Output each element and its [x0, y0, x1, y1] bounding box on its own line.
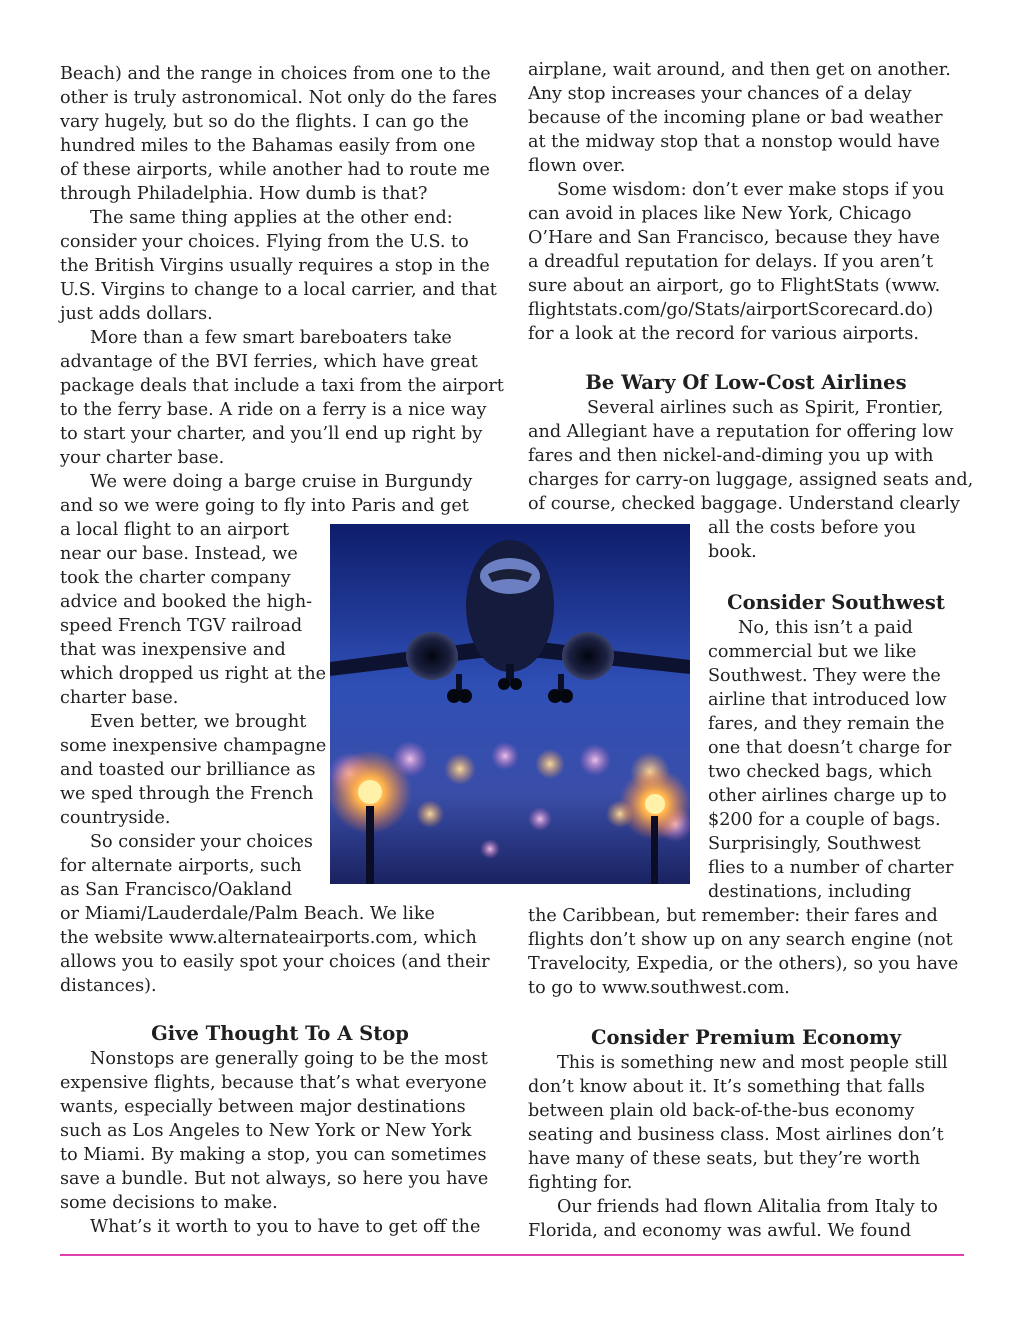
text-line: Florida, and economy was awful. We found — [528, 1221, 912, 1241]
text-line: airline that introduced low — [708, 690, 947, 710]
text-line: airplane, wait around, and then get on another. — [528, 60, 951, 80]
text-line: Southwest. They were the — [708, 666, 941, 686]
text-line: fares and then nickel-and-diming you up with — [528, 446, 934, 466]
text-line: for alternate airports, such — [60, 856, 302, 876]
heading-give-thought-to-a-stop: Give Thought To A Stop — [151, 1022, 409, 1045]
heading-low-cost-airlines: Be Wary Of Low-Cost Airlines — [585, 371, 907, 394]
text-line: and so we were going to fly into Paris and get — [60, 496, 469, 516]
text-line: wants, especially between major destinations — [60, 1097, 466, 1117]
text-line: advantage of the BVI ferries, which have great — [60, 352, 478, 372]
text-line: Nonstops are generally going to be the most — [90, 1049, 488, 1069]
text-line: speed French TGV railroad — [60, 616, 303, 636]
airplane-landing-photo — [330, 524, 690, 884]
text-line: O’Hare and San Francisco, because they have — [528, 228, 940, 248]
text-line: This is something new and most people still — [557, 1053, 948, 1073]
text-line: What’s it worth to you to have to get off the — [90, 1217, 481, 1237]
text-line: for a look at the record for various airports. — [528, 324, 919, 344]
text-line: a local flight to an airport — [60, 520, 290, 540]
footer-rule — [60, 1254, 964, 1256]
text-line: allows you to easily spot your choices (and their — [60, 952, 490, 972]
text-line: took the charter company — [60, 568, 291, 588]
text-line: which dropped us right at the — [60, 664, 327, 684]
heading-consider-southwest: Consider Southwest — [727, 591, 945, 614]
text-line: because of the incoming plane or bad weather — [528, 108, 943, 128]
text-line: to start your charter, and you’ll end up right by — [60, 424, 483, 444]
text-line: Our friends had flown Alitalia from Italy to — [557, 1197, 938, 1217]
text-line: More than a few smart bareboaters take — [90, 328, 452, 348]
text-line: near our base. Instead, we — [60, 544, 298, 564]
text-line: the website www.alternateairports.com, which — [60, 928, 477, 948]
text-line: charges for carry-on luggage, assigned seats and, — [528, 470, 974, 490]
text-line: don’t know about it. It’s something that falls — [528, 1077, 925, 1097]
text-line: distances). — [60, 976, 157, 996]
text-line: just adds dollars. — [60, 304, 213, 324]
text-line: between plain old back-of-the-bus economy — [528, 1101, 915, 1121]
text-line: Surprisingly, Southwest — [708, 834, 921, 854]
text-line: some decisions to make. — [60, 1193, 278, 1213]
text-line: of course, checked baggage. Understand clearly — [528, 494, 960, 514]
text-line: the British Virgins usually requires a stop in the — [60, 256, 490, 276]
text-line: can avoid in places like New York, Chicago — [528, 204, 912, 224]
text-line: So consider your choices — [90, 832, 313, 852]
text-line: some inexpensive champagne — [60, 736, 327, 756]
text-line: through Philadelphia. How dumb is that? — [60, 184, 428, 204]
text-line: to the ferry base. A ride on a ferry is a nice way — [60, 400, 487, 420]
text-line: expensive flights, because that’s what everyone — [60, 1073, 487, 1093]
text-line: package deals that include a taxi from the airport — [60, 376, 504, 396]
heading-premium-economy: Consider Premium Economy — [590, 1026, 902, 1049]
text-line: charter base. — [60, 688, 179, 708]
text-line: one that doesn’t charge for — [708, 738, 952, 758]
text-line: U.S. Virgins to change to a local carrier, and that — [60, 280, 497, 300]
text-line: countryside. — [60, 808, 171, 828]
text-line: destinations, including — [708, 882, 912, 902]
text-line: book. — [708, 542, 757, 562]
text-line: vary hugely, but so do the flights. I can go the — [60, 112, 469, 132]
text-line: to go to www.southwest.com. — [528, 978, 790, 998]
text-line: all the costs before you — [708, 518, 916, 538]
text-line: flights don’t show up on any search engine (not — [528, 930, 953, 950]
text-line: flown over. — [528, 156, 626, 176]
text-line: $200 for a couple of bags. — [708, 810, 941, 830]
text-line: commercial but we like — [708, 642, 917, 662]
text-line: other is truly astronomical. Not only do the fares — [60, 88, 498, 108]
text-line: flightstats.com/go/Stats/airportScorecard.do) — [528, 300, 934, 320]
text-line: sure about an airport, go to FlightStats (www. — [528, 276, 941, 296]
text-line: such as Los Angeles to New York or New York — [60, 1121, 472, 1141]
text-line: a dreadful reputation for delays. If you aren’t — [528, 252, 934, 272]
text-line: Travelocity, Expedia, or the others), so you have — [528, 954, 959, 974]
text-line: that was inexpensive and — [60, 640, 286, 660]
text-line: flies to a number of charter — [708, 858, 954, 878]
text-line: other airlines charge up to — [708, 786, 947, 806]
text-line: Even better, we brought — [90, 712, 307, 732]
text-line: The same thing applies at the other end: — [90, 208, 453, 228]
text-line: we sped through the French — [60, 784, 314, 804]
text-line: Any stop increases your chances of a delay — [528, 84, 912, 104]
text-line: We were doing a barge cruise in Burgundy — [90, 472, 473, 492]
text-line: Several airlines such as Spirit, Frontier, — [587, 398, 944, 418]
text-line: and Allegiant have a reputation for offering low — [528, 422, 954, 442]
text-line: fighting for. — [528, 1173, 633, 1193]
text-line: fares, and they remain the — [708, 714, 945, 734]
text-line: at the midway stop that a nonstop would have — [528, 132, 940, 152]
text-line: advice and booked the high- — [60, 592, 313, 612]
text-line: save a bundle. But not always, so here you have — [60, 1169, 489, 1189]
text-line: as San Francisco/Oakland — [60, 880, 293, 900]
text-line: No, this isn’t a paid — [738, 618, 913, 638]
text-line: or Miami/Lauderdale/Palm Beach. We like — [60, 904, 435, 924]
text-line: Beach) and the range in choices from one to the — [60, 64, 491, 84]
text-line: hundred miles to the Bahamas easily from one — [60, 136, 476, 156]
text-line: Some wisdom: don’t ever make stops if you — [557, 180, 945, 200]
text-line: two checked bags, which — [708, 762, 933, 782]
text-line: to Miami. By making a stop, you can sometimes — [60, 1145, 487, 1165]
text-line: seating and business class. Most airlines don’t — [528, 1125, 944, 1145]
text-line: your charter base. — [60, 448, 225, 468]
text-line: have many of these seats, but they’re worth — [528, 1149, 921, 1169]
text-line: the Caribbean, but remember: their fares and — [528, 906, 938, 926]
text-line: and toasted our brilliance as — [60, 760, 316, 780]
text-line: of these airports, while another had to route me — [60, 160, 490, 180]
text-line: consider your choices. Flying from the U.S. to — [60, 232, 469, 252]
